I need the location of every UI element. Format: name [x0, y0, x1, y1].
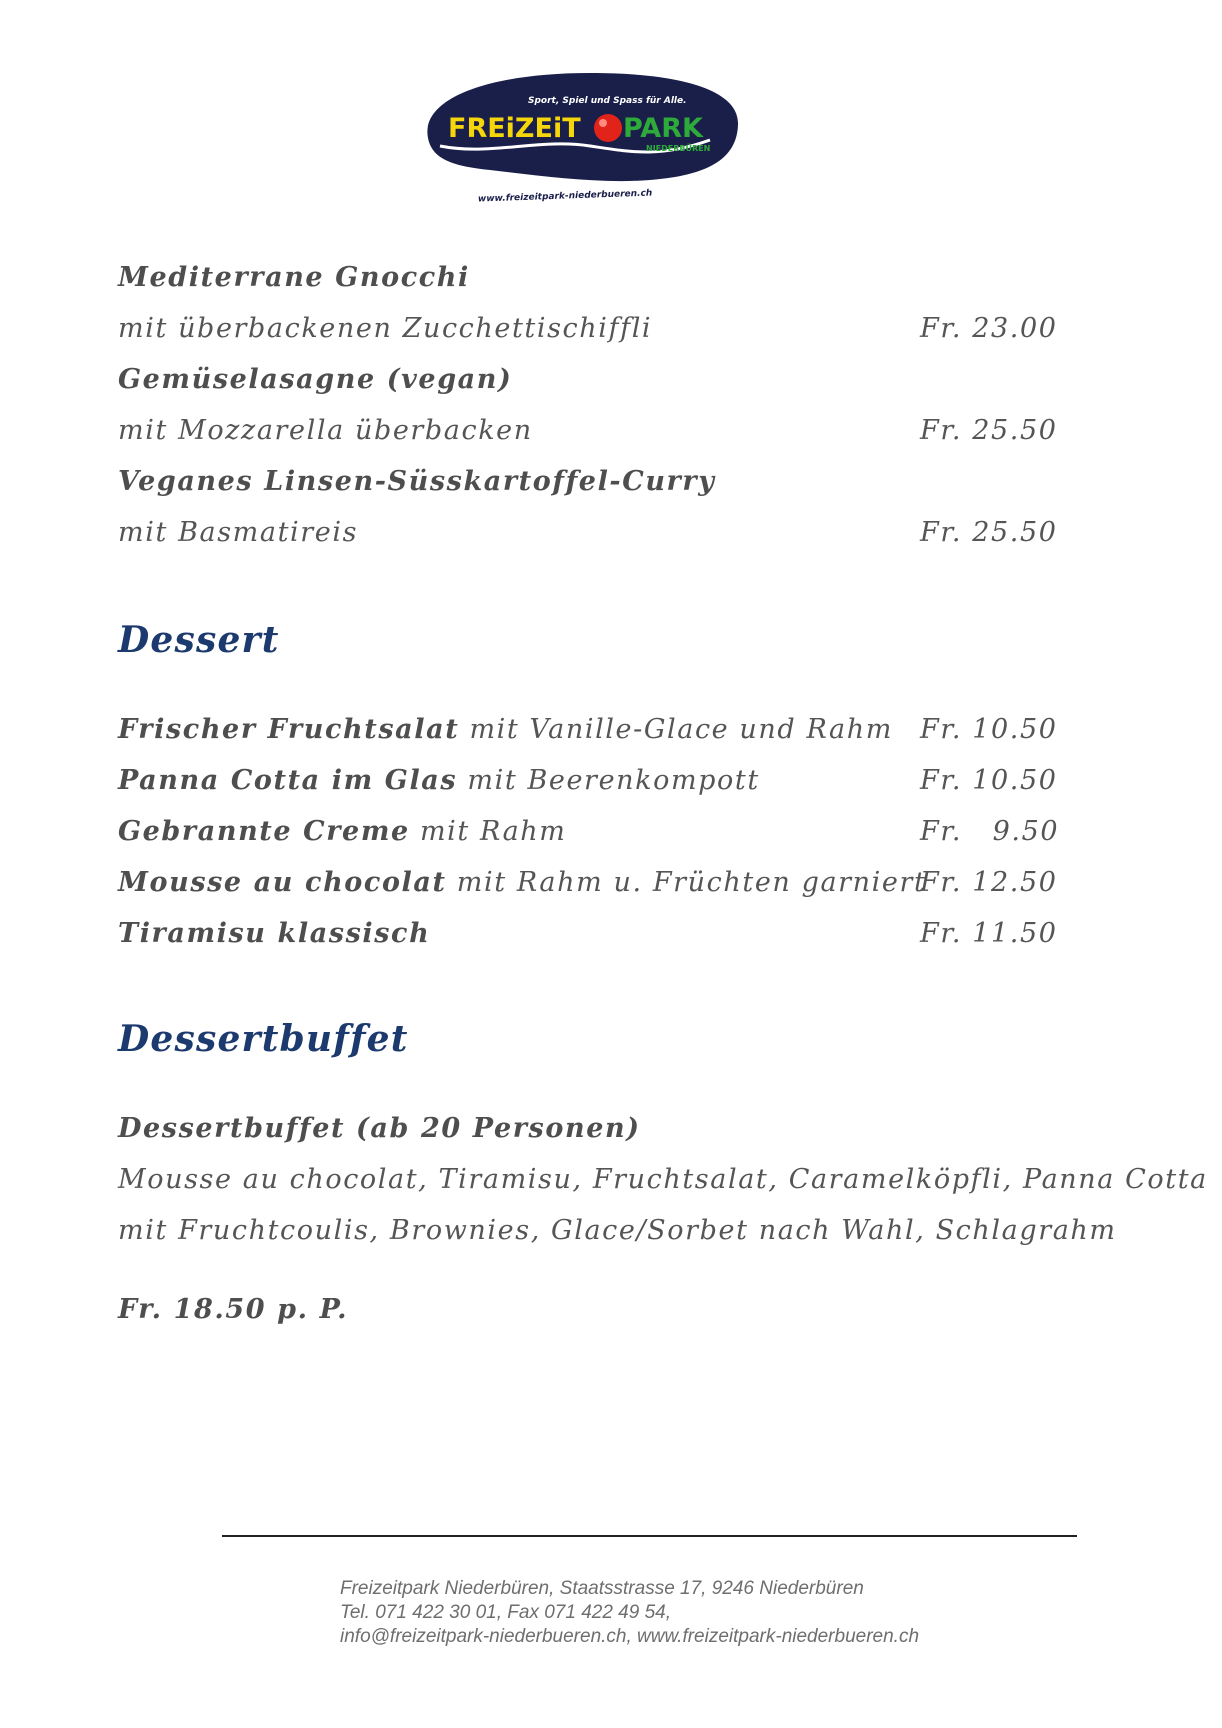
dessert-item-5 [118, 917, 430, 951]
main-item-3-desc: mit Basmatireis [118, 517, 359, 548]
logo-word2: PARK [623, 113, 703, 144]
main-item-3-price: Fr. 25.50 [920, 517, 1058, 548]
logo-word1: FREiZEiT [448, 113, 581, 144]
footer-phone: Tel. 071 422 30 01, Fax 071 422 49 54, [340, 1602, 672, 1623]
dessert-item-1-price: Fr. 10.50 [920, 714, 1058, 745]
dessert-item-3-name: Gebrannte Creme [118, 816, 410, 847]
dessert-item-5-price: Fr. 11.50 [920, 918, 1058, 949]
dessert-item-2 [118, 764, 760, 798]
dessert-item-2-desc: mit Beerenkompott [467, 765, 760, 796]
dessert-item-4 [118, 866, 926, 900]
buffet-line-1: Mousse au chocolat, Tiramisu, Fruchtsalat, Caramelköpfli, Panna Cotta [118, 1164, 1208, 1195]
dessert-item-3-price: Fr. 9.50 [920, 816, 1060, 847]
main-item-1-desc: mit überbackenen Zucchettischiffli [118, 313, 653, 344]
footer-contact: info@freizeitpark-niederbueren.ch, www.freizeitpark-niederbueren.ch [340, 1626, 920, 1647]
footer-address: Freizeitpark Niederbüren, Staatsstrasse 17, 9246 Niederbüren [340, 1578, 864, 1599]
dessert-heading: Dessert [118, 619, 280, 661]
logo-sub: NIEDERBÜREN [646, 144, 711, 153]
main-item-2-name: Gemüselasagne (vegan) [118, 364, 513, 395]
main-item-1-price: Fr. 23.00 [920, 313, 1058, 344]
dessert-item-1 [118, 713, 893, 747]
dessert-item-5-name: Tiramisu klassisch [118, 918, 431, 949]
buffet-title: Dessertbuffet (ab 20 Personen) [118, 1113, 641, 1144]
dessert-item-3 [118, 815, 567, 849]
dessert-item-4-desc: mit Rahm u. Früchten garniert [456, 867, 927, 898]
dessert-item-3-desc: mit Rahm [419, 816, 567, 847]
main-item-3-name: Veganes Linsen-Süsskartoffel-Curry [118, 466, 716, 497]
buffet-heading: Dessertbuffet [118, 1018, 409, 1060]
dessert-item-2-price: Fr. 10.50 [920, 765, 1058, 796]
logo-ball-icon [594, 114, 622, 142]
dessert-item-4-price: Fr. 12.50 [920, 867, 1058, 898]
main-item-2-desc: mit Mozzarella überbacken [118, 415, 533, 446]
dessert-item-4-name: Mousse au chocolat [118, 867, 447, 898]
dessert-item-1-name: Frischer Fruchtsalat [118, 714, 460, 745]
freizeitpark-logo [420, 68, 740, 218]
footer-divider [222, 1535, 1077, 1537]
logo-tagline: Sport, Spiel und Spass für Alle. [528, 96, 687, 106]
logo-url: www.freizeitpark-niederbueren.ch [477, 188, 653, 205]
main-item-2-price: Fr. 25.50 [920, 415, 1058, 446]
buffet-line-2: mit Fruchtcoulis, Brownies, Glace/Sorbet nach Wahl, Schlagrahm [118, 1215, 1117, 1246]
main-item-1-name: Mediterrane Gnocchi [118, 262, 470, 293]
buffet-price: Fr. 18.50 p. P. [118, 1294, 349, 1325]
dessert-item-1-desc: mit Vanille-Glace und Rahm [469, 714, 893, 745]
dessert-item-2-name: Panna Cotta im Glas [118, 765, 458, 796]
